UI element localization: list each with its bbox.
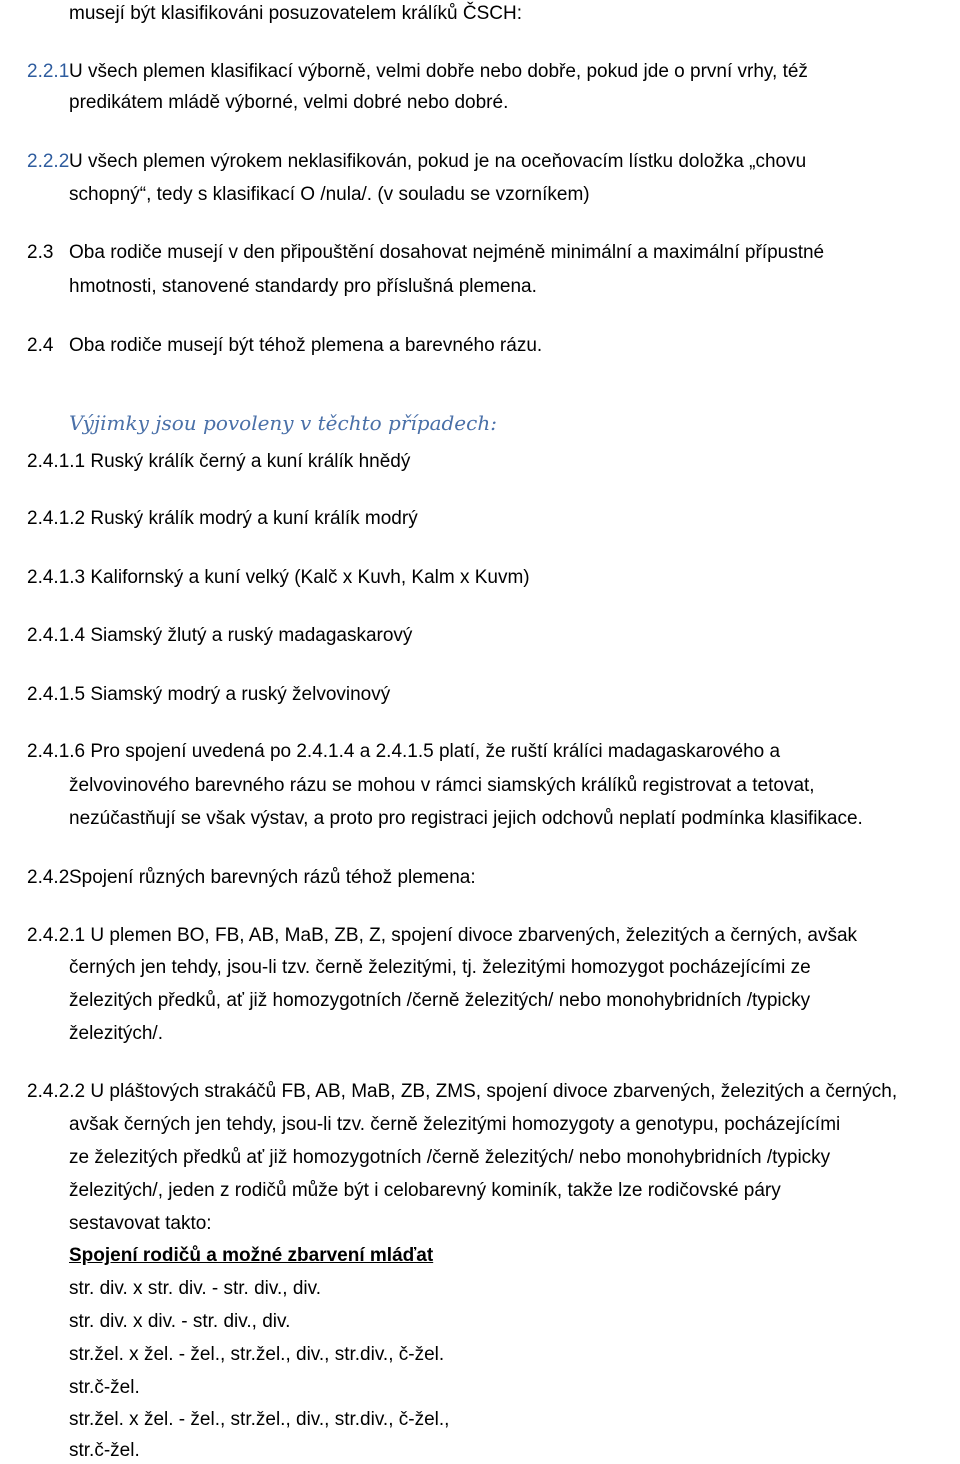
section-2-3-line-2: hmotnosti, stanovené standardy pro příslušná plemena.: [69, 276, 537, 297]
section-2-4-1-6-line-3: nezúčastňují se však výstav, a proto pro registraci jejich odchovů neplatí podmínka klasifikace.: [69, 808, 863, 829]
section-number-2-2-1: 2.2.1: [27, 61, 70, 82]
pairing-line: str. div. x str. div. - str. div., div.: [69, 1278, 321, 1299]
section-2-3-line-1: Oba rodiče musejí v den připouštění dosahovat nejméně minimální a maximální přípustné: [69, 242, 825, 263]
intro-text: musejí být klasifikováni posuzovatelem králíků ČSCH:: [69, 3, 523, 24]
exception-item: 2.4.1.2 Ruský králík modrý a kuní králík modrý: [27, 508, 418, 529]
section-2-4-2-1-line-2: černých jen tehdy, jsou-li tzv. černě železitými, tj. železitými homozygot pocházejícími ze: [69, 957, 811, 978]
exception-item: 2.4.1.1 Ruský králík černý a kuní králík hnědý: [27, 451, 411, 472]
section-2-4-2-1-line-3: železitých předků, ať již homozygotních /černě železitých/ nebo monohybridních /typicky: [69, 990, 811, 1011]
section-2-4-2-2-line-5: sestavovat takto:: [69, 1213, 212, 1234]
exceptions-caption: Výjimky jsou povoleny v těchto případech:: [69, 411, 497, 435]
pairing-line: str.žel. x žel. - žel., str.žel., div., str.div., č-žel.,: [69, 1409, 450, 1430]
section-2-4-2-text: Spojení různých barevných rázů téhož plemena:: [69, 867, 476, 888]
pairing-line: str.č-žel.: [69, 1440, 140, 1461]
section-2-2-2-line-2: schopný“, tedy s klasifikací O /nula/. (v souladu se vzorníkem): [69, 184, 590, 205]
section-number-2-3: 2.3: [27, 242, 54, 263]
section-2-4-2-2-line-2: avšak černých jen tehdy, jsou-li tzv. černě železitými homozygoty a genotypu, pocházejícími: [69, 1114, 841, 1135]
pairings-header: Spojení rodičů a možné zbarvení mláďat: [69, 1245, 434, 1266]
section-2-4-2-1-line-4: železitých/.: [69, 1023, 163, 1044]
pairing-line: str. div. x div. - str. div., div.: [69, 1311, 291, 1332]
section-2-2-2-line-1: U všech plemen výrokem neklasifikován, pokud je na oceňovacím lístku doložka „chovu: [69, 151, 807, 172]
section-2-4-1-6-line-1: 2.4.1.6 Pro spojení uvedená po 2.4.1.4 a 2.4.1.5 platí, že ruští králíci madagaskarového a: [27, 741, 781, 762]
section-2-4-1-6-line-2: želvovinového barevného rázu se mohou v rámci siamských králíků registrovat a tetovat,: [69, 775, 815, 796]
exception-item: 2.4.1.4 Siamský žlutý a ruský madagaskarový: [27, 625, 413, 646]
section-2-4-2-2-line-3: ze železitých předků ať již homozygotních /černě železitých/ nebo monohybridních /typicky: [69, 1147, 831, 1168]
section-2-2-1-line-2: predikátem mládě výborné, velmi dobré nebo dobré.: [69, 92, 509, 113]
exception-item: 2.4.1.3 Kalifornský a kuní velký (Kalč x Kuvh, Kalm x Kuvm): [27, 567, 530, 588]
exception-item: 2.4.1.5 Siamský modrý a ruský želvovinový: [27, 684, 391, 705]
section-2-4-2-2-line-4: železitých/, jeden z rodičů může být i celobarevný kominík, takže lze rodičovské páry: [69, 1180, 781, 1201]
section-number-2-4: 2.4: [27, 335, 54, 356]
pairing-line: str.č-žel.: [69, 1377, 140, 1398]
section-2-4-2-2-line-1: 2.4.2.2 U pláštových strakáčů FB, AB, MaB, ZB, ZMS, spojení divoce zbarvených, železitých a černých,: [27, 1081, 898, 1102]
section-2-4-text: Oba rodiče musejí být téhož plemena a barevného rázu.: [69, 335, 543, 356]
section-2-4-2-1-line-1: 2.4.2.1 U plemen BO, FB, AB, MaB, ZB, Z, spojení divoce zbarvených, železitých a černých, avšak: [27, 925, 858, 946]
section-number-2-2-2: 2.2.2: [27, 151, 70, 172]
section-number-2-4-2: 2.4.2: [27, 867, 70, 888]
section-2-2-1-line-1: U všech plemen klasifikací výborně, velmi dobře nebo dobře, pokud jde o první vrhy, též: [69, 61, 808, 82]
pairing-line: str.žel. x žel. - žel., str.žel., div., str.div., č-žel.: [69, 1344, 445, 1365]
